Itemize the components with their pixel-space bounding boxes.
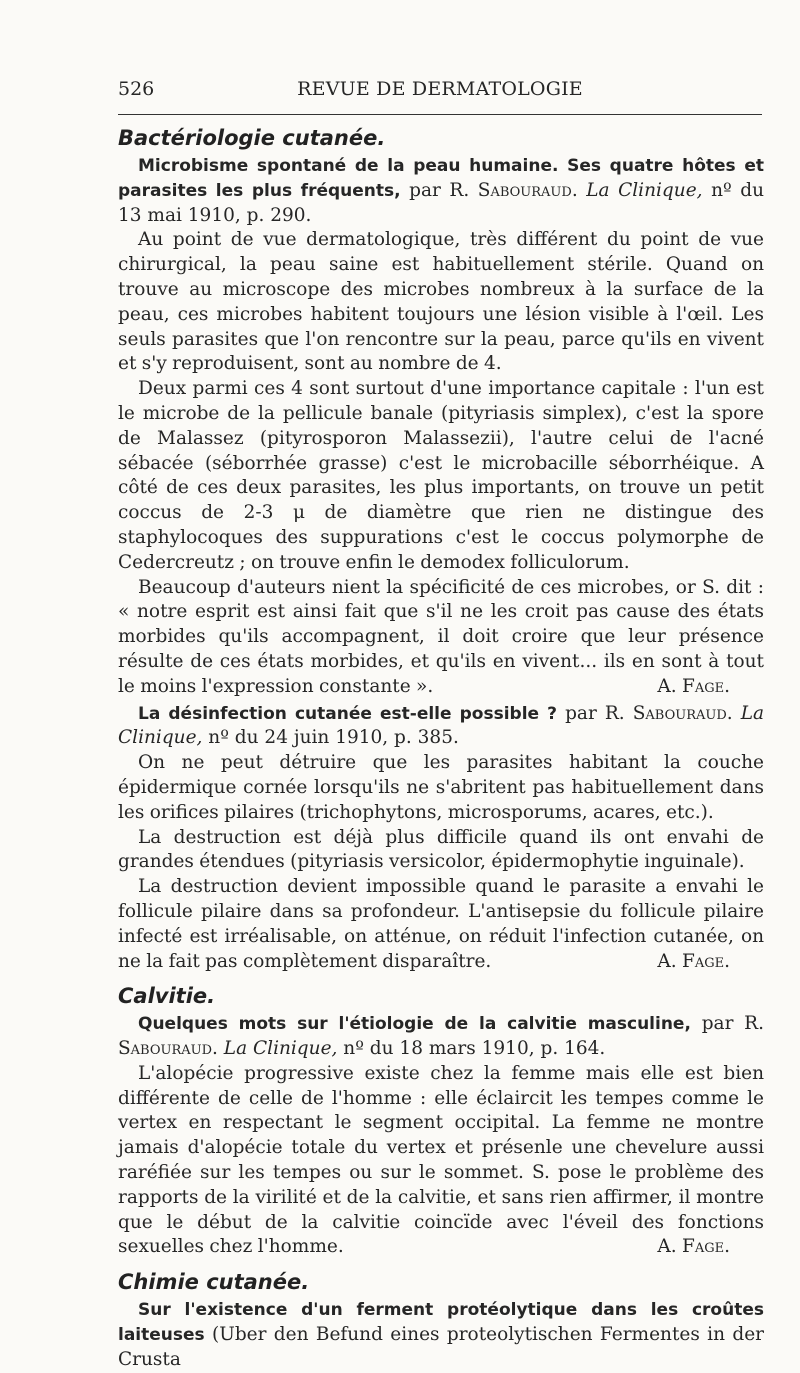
article-signature: A. Fage. — [657, 675, 730, 697]
article-title-tail: (Uber den Befund eines proteolytischen Fermentes in der Crusta — [118, 1324, 764, 1370]
paragraph: Deux parmi ces 4 sont surtout d'une importance capitale : l'un est le microbe de la pellicule banale (pityriasis simplex), c'est la spore de Malassez (pityrosporon Malassezii), l'autre celui de l'acné sébacée (séborrhée grasse) c'est le microbacille séborrhéique. A côté de ces deux parasites, les plus importants, on trouve un petit coccus de 2-3 μ de diamètre que rien ne distingue des staphylocoques des suppurations c'est le coccus polymorphe de Cedercreutz ; on trouve enfin le demodex folliculorum. — [118, 378, 764, 573]
article-author: Sabouraud — [118, 1038, 213, 1060]
article-dot: . — [726, 702, 741, 724]
article-citation: nº du 18 mars 1910, p. 164. — [337, 1038, 606, 1060]
section-title: Bactériologie cutanée. — [118, 126, 386, 150]
article-author: Sabouraud — [632, 702, 727, 724]
article-title — [118, 1298, 764, 1372]
paragraph: La destruction est déjà plus difficile quand ils ont envahi de grandes étendues (pityriasis versicolor, épidermophytie inguinale). — [118, 826, 764, 873]
paragraph: Au point de vue dermatologique, très différent du point de vue chirurgical, la peau saine est habituellement stérile. Quand on trouve au microscope des microbes nombreux à la surface de la peau, ces microbes habitent toujours une lésion visible à l'œil. Les seuls parasites que l'on rencontre sur la peau, parce qu'ils en vivent et s'y reproduisent, sont au nombre de 4. — [118, 229, 764, 375]
article-title — [118, 1012, 764, 1062]
article-title-bold: Quelques mots sur l'étiologie de la calvitie masculine, — [138, 1014, 691, 1035]
section-title: Calvitie. — [118, 984, 216, 1009]
article-by: par R. — [690, 1013, 764, 1035]
article-journal: La Clinique, — [118, 702, 765, 749]
article-author: Sabouraud — [477, 179, 572, 201]
article-title — [118, 702, 764, 752]
paragraph: Beaucoup d'auteurs nient la spécificité de ces microbes, or S. dit : « notre esprit est ainsi fait que s'il ne les croit pas cause des états morbides qu'ils accompagnent, il doit croire que leur présence résulte de ces états morbides, et qu'ils en vivent... ils en sont à tout le moins l'expression constante ». — [118, 576, 764, 697]
paragraph: On ne peut détruire que les parasites habitant la couche épidermique cornée lorsqu'ils ne s'abritent pas habituellement dans les orifices pilaires (trichophytons, microsporums, acares, etc.). — [118, 752, 764, 823]
article-title — [118, 154, 764, 228]
article-dot: . — [212, 1038, 224, 1060]
header-rule — [118, 114, 762, 115]
article-by: par R. — [557, 702, 633, 724]
article-signature: A. Fage. — [657, 950, 730, 972]
article-title-bold: Microbisme spontané de la peau humaine. Ses quatre hôtes et parasites les plus fréquents, — [118, 156, 764, 201]
page-number: 526 — [118, 78, 155, 100]
article-dot: . — [571, 179, 587, 201]
article-title-bold: Sur l'existence d'un ferment protéolytique dans les croûtes laiteuses — [118, 1300, 764, 1346]
page-header — [118, 76, 762, 106]
article-citation: nº du 24 juin 1910, p. 385. — [202, 727, 459, 749]
article-by: par R. — [400, 179, 478, 201]
article-journal: La Clinique, — [586, 179, 703, 201]
running-head: REVUE DE DERMATOLOGIE — [297, 78, 583, 100]
article-citation: nº du 13 mai 1910, p. 290. — [118, 179, 765, 226]
article-journal: La Clinique, — [223, 1038, 338, 1060]
article-title-bold: La désinfection cutanée est-elle possible ? — [138, 703, 558, 724]
page-content — [118, 124, 764, 1373]
paragraph: L'alopécie progressive existe chez la femme mais elle est bien différente de celle de l'homme : elle éclaircit les tempes comme le vertex en respectant le segment occipital. La femme ne montre jamais d'alopécie totale du vertex et présenle une chevelure aussi raréfiée sur les tempes ou sur le sommet. S. pose le problème des rapports de la virilité et de la calvitie, et sans rien affirmer, il montre que le début de la calvitie coincïde avec l'éveil des fonctions sexuelles chez l'homme. — [118, 1062, 764, 1258]
section-title: Chimie cutanée. — [118, 1270, 310, 1295]
article-signature: A. Fage. — [657, 1236, 730, 1258]
paragraph: La destruction devient impossible quand le parasite a envahi le follicule pilaire dans sa profondeur. L'antisepsie du follicule pilaire infecté est irréalisable, on atténue, on réduit l'infection cutanée, on ne la fait pas complètement disparaître. — [118, 876, 764, 972]
